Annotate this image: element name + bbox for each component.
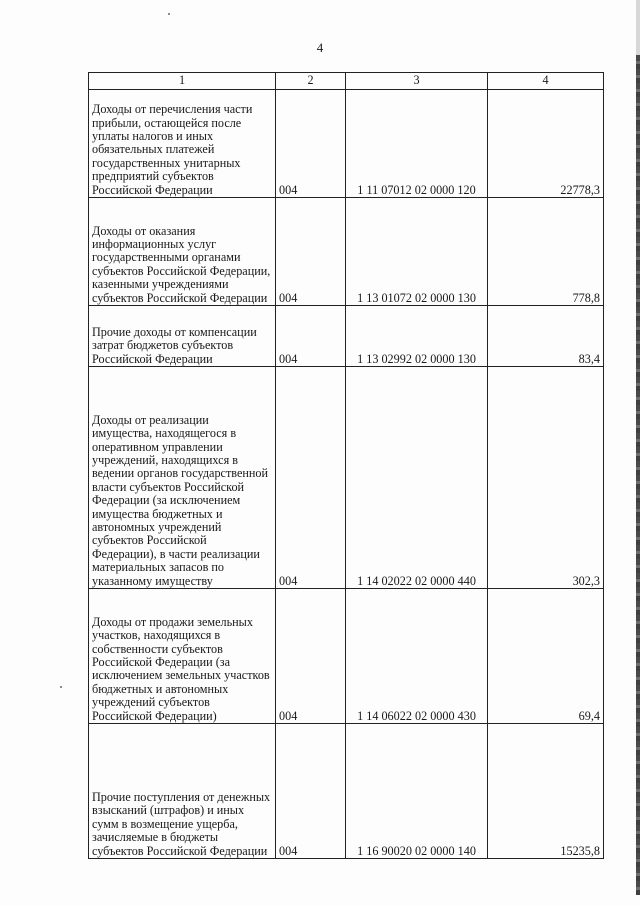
admin-code: 004: [276, 724, 346, 859]
revenue-name: Доходы от оказания информационных услуг государственными органами субъектов Российской Федерации, казенными учреждениями субъектов Российской Федерации: [89, 198, 276, 306]
page-number: 4: [316, 40, 324, 55]
scan-edge-artifact: [636, 55, 640, 895]
revenue-table: [88, 72, 604, 859]
budget-classification-code: 1 13 02992 02 0000 130: [346, 306, 488, 367]
table-row: [89, 589, 604, 724]
budget-classification-code: 1 16 90020 02 0000 140: [346, 724, 488, 859]
amount: 15235,8: [488, 724, 604, 859]
table-row: [89, 724, 604, 859]
admin-code: 004: [276, 306, 346, 367]
column-header-2: 2: [276, 73, 346, 90]
revenue-name: Прочие поступления от денежных взысканий (штрафов) и иных сумм в возмещение ущерба, зачисляемые в бюджеты субъектов Российской Федерации: [89, 724, 276, 859]
budget-classification-code: 1 14 06022 02 0000 430: [346, 589, 488, 724]
table-row: [89, 90, 604, 198]
admin-code: 004: [276, 90, 346, 198]
scan-speck: [60, 686, 62, 688]
amount: 302,3: [488, 367, 604, 589]
revenue-name: Прочие доходы от компенсации затрат бюджетов субъектов Российской Федерации: [89, 306, 276, 367]
budget-classification-code: 1 14 02022 02 0000 440: [346, 367, 488, 589]
admin-code: 004: [276, 198, 346, 306]
admin-code: 004: [276, 589, 346, 724]
table-header-row: [89, 73, 604, 90]
revenue-name: Доходы от продажи земельных участков, находящихся в собственности субъектов Российской Федерации (за исключением земельных участков бюджетных и автономных учреждений субъектов Российской Федерации): [89, 589, 276, 724]
budget-classification-code: 1 11 07012 02 0000 120: [346, 90, 488, 198]
scan-edge-artifact-top: [636, 0, 640, 55]
amount: 22778,3: [488, 90, 604, 198]
scan-speck: [168, 13, 170, 15]
column-header-4: 4: [488, 73, 604, 90]
table-row: [89, 198, 604, 306]
amount: 83,4: [488, 306, 604, 367]
revenue-name: Доходы от перечисления части прибыли, остающейся после уплаты налогов и иных обязательных платежей государственных унитарных предприятий субъектов Российской Федерации: [89, 90, 276, 198]
amount: 69,4: [488, 589, 604, 724]
column-header-1: 1: [89, 73, 276, 90]
budget-classification-code: 1 13 01072 02 0000 130: [346, 198, 488, 306]
admin-code: 004: [276, 367, 346, 589]
amount: 778,8: [488, 198, 604, 306]
table-row: [89, 306, 604, 367]
revenue-name: Доходы от реализации имущества, находящегося в оперативном управлении учреждений, находящихся в ведении органов государственной власти субъектов Российской Федерации (за исключением имущества бюджетных и автономных учреждений субъектов Российской Федерации), в части реализации материальных запасов по указанному имуществу: [89, 367, 276, 589]
column-header-3: 3: [346, 73, 488, 90]
table-row: [89, 367, 604, 589]
